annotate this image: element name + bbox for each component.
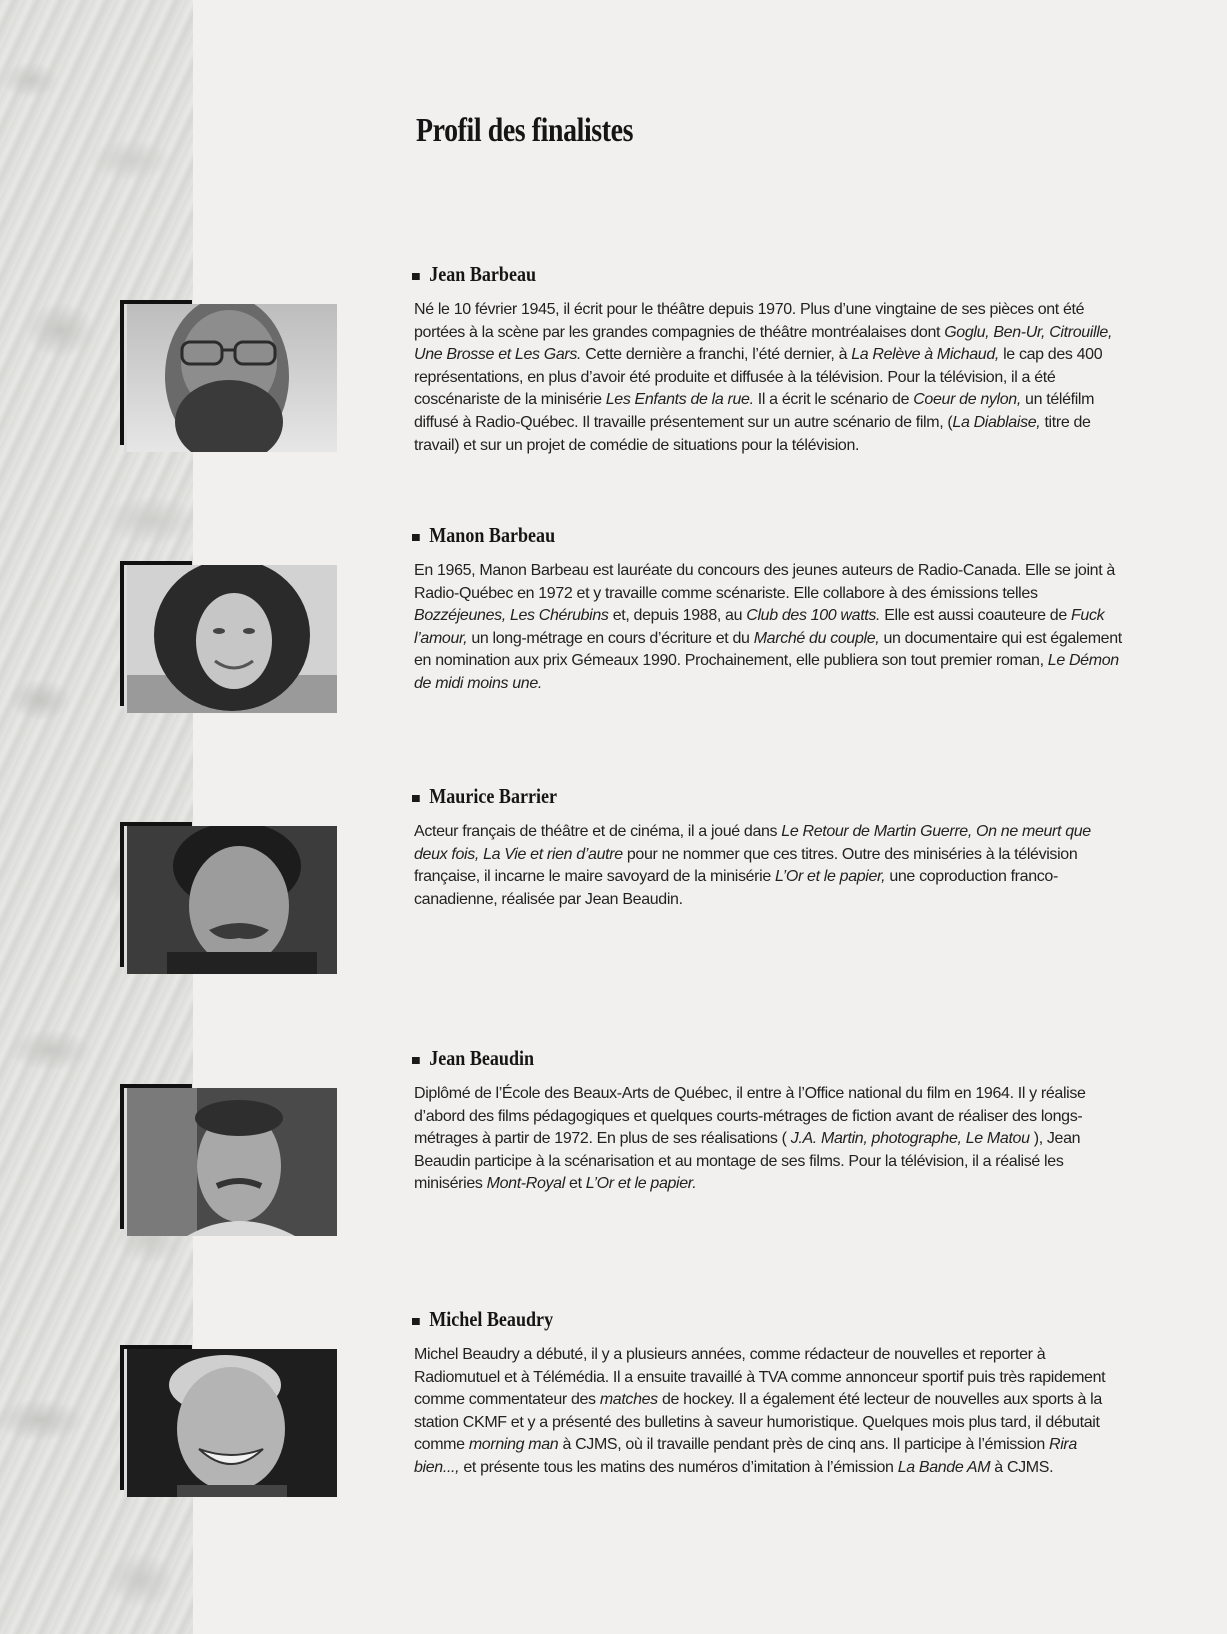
portrait-photo [124, 826, 337, 974]
square-bullet-icon [412, 273, 420, 280]
portrait-frame [120, 1084, 333, 1234]
bio-text: et, depuis 1988, au [608, 607, 747, 625]
portrait-frame [120, 1345, 333, 1495]
bio-title-italic: morning man [468, 1436, 559, 1454]
bio-text: un long-métrage en cours d’écriture et du [467, 629, 754, 647]
bio-title-italic: Marché du couple, [753, 629, 880, 647]
finalist-name: Michel Beaudry [412, 1307, 553, 1332]
finalist-bio [414, 560, 1124, 696]
bio-title-italic: La Bande AM [897, 1458, 991, 1476]
bio-text: Diplômé de l’École des Beaux-Arts de Québec, il entre à l’Office national du film en 1964. Il y réalise d’abord des films pédagogiques et quelques courts-métrages de fiction avant de réaliser des longs-métrages à partir de 1972. En plus de ses réalisations ( [414, 1085, 1086, 1148]
square-bullet-icon [412, 1318, 420, 1325]
bio-title-italic: matches [599, 1391, 658, 1409]
bio-text: Elle est aussi coauteure de [880, 607, 1071, 625]
finalist-name: Manon Barbeau [412, 523, 555, 548]
portrait-frame [120, 561, 333, 711]
bio-text: Michel Beaudry a débuté, il y a plusieurs années, comme rédacteur de nouvelles et reporter à Radiomutuel et à Télémédia. Il a ensuite travaillé à TVA comme annonceur sportif puis très rapidement comme commentateur des [414, 1346, 1106, 1409]
bio-title-italic: Fuck l’amour, [414, 607, 1105, 647]
bio-title-italic: La Diablaise, [952, 413, 1041, 431]
bio-title-italic: L’Or et le papier, [775, 868, 886, 886]
portrait-frame [120, 300, 333, 450]
finalist-bio [414, 821, 1124, 911]
bio-title-italic: Le Démon de midi moins une. [414, 652, 1119, 692]
finalist-name: Jean Beaudin [412, 1046, 534, 1071]
bio-text: Né le 10 février 1945, il écrit pour le théâtre depuis 1970. Plus d’une vingtaine de ses pièces ont été portées à la scène par les grandes compagnies de théâtre montréalaises dont [414, 301, 1085, 341]
bio-title-italic: Mont-Royal [486, 1175, 565, 1193]
bio-text: et [564, 1175, 586, 1193]
bio-text: ), Jean Beaudin participe à la scénarisation et au montage de ses films. Pour la télévision, il a réalisé les miniséries [414, 1130, 1081, 1193]
portrait-photo [124, 304, 337, 452]
finalist-bio [414, 1083, 1124, 1196]
portrait-photo [124, 1088, 337, 1236]
bio-text: pour ne nommer que ces titres. Outre des miniséries à la télévision française, il incarne le maire savoyard de la minisérie [414, 845, 1078, 886]
bio-text: à CJMS. [990, 1458, 1054, 1476]
bio-text: Il a écrit le scénario de [753, 391, 914, 409]
bio-title-italic: Le Retour de Martin Guerre, On ne meurt que deux fois, La Vie et rien d’autre [414, 823, 1091, 863]
square-bullet-icon [412, 1057, 420, 1064]
bio-title-italic: L’Or et le papier. [585, 1175, 697, 1193]
portrait-photo [124, 1349, 337, 1497]
bio-text: et présente tous les matins des numéros d’imitation à l’émission [459, 1458, 898, 1476]
bio-title-italic: Club des 100 watts. [746, 607, 881, 625]
bio-title-italic: Rira bien..., [414, 1436, 1077, 1476]
portrait-photo [124, 565, 337, 713]
bio-text: un documentaire qui est également en nomination aux prix Gémeaux 1990. Prochainement, elle publiera son tout premier roman, [414, 629, 1122, 670]
finalist-bio [414, 299, 1124, 457]
bio-title-italic: Bozzéjeunes, Les Chérubins [414, 607, 609, 625]
bio-text: à CJMS, où il travaille pendant près de cinq ans. Il participe à l’émission [558, 1436, 1049, 1454]
bio-title-italic: Les Enfants de la rue. [605, 391, 754, 409]
bio-text: le cap des 400 représentations, en plus d’avoir été produite et diffusée à la télévision. Pour la télévision, il a été coscénariste de la minisérie [414, 346, 1103, 409]
bio-title-italic: Goglu, Ben-Ur, Citrouille, Une Brosse et Les Gars. [414, 323, 1113, 364]
bio-title-italic: La Relève à Michaud, [851, 346, 999, 364]
portrait-frame [120, 822, 333, 972]
bio-text: de hockey. Il a également été lecteur de nouvelles aux sports à la station CKMF et y a présenté des bulletins à saveur humoristique. Quelques mois plus tard, il débutait comme [414, 1391, 1102, 1454]
page-title: Profil des finalistes [416, 112, 634, 149]
bio-text: Cette dernière a franchi, l’été dernier, à [581, 346, 852, 364]
finalist-bio [414, 1344, 1124, 1480]
finalist-name: Jean Barbeau [412, 262, 536, 287]
bio-text: En 1965, Manon Barbeau est lauréate du concours des jeunes auteurs de Radio-Canada. Elle se joint à Radio-Québec en 1972 et y travaille comme scénariste. Elle collabore à des émissions telles [414, 562, 1115, 602]
square-bullet-icon [412, 795, 420, 802]
bio-text: titre de travail) et sur un projet de comédie de situations pour la télévision. [414, 413, 1091, 454]
finalist-name: Maurice Barrier [412, 784, 557, 809]
bio-text: une coproduction franco-canadienne, réalisée par Jean Beaudin. [414, 868, 1058, 908]
bio-text: un téléfilm diffusé à Radio-Québec. Il travaille présentement sur un autre scénario de film, ( [414, 391, 1095, 431]
square-bullet-icon [412, 534, 420, 541]
bio-title-italic: Coeur de nylon, [913, 391, 1021, 409]
bio-text: Acteur français de théâtre et de cinéma, il a joué dans [414, 823, 782, 840]
bio-title-italic: J.A. Martin, photographe, Le Matou [790, 1130, 1030, 1148]
